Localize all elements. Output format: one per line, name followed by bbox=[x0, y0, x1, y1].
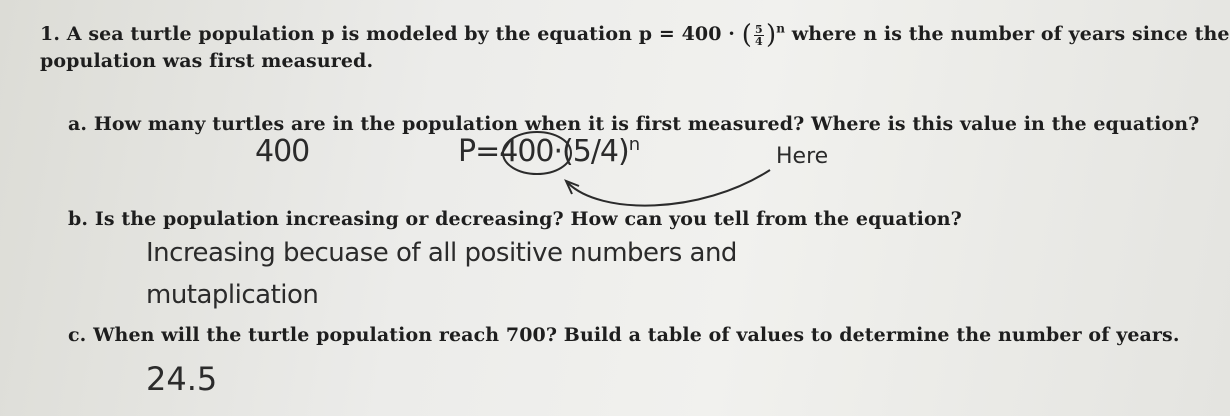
equation-exponent: n bbox=[776, 21, 786, 36]
part-a-work-equation: $P=400\cdot(5/4)^n$ bbox=[458, 134, 640, 169]
problem-stem-before: A sea turtle population p is modeled by the equation bbox=[66, 23, 633, 45]
arrow-head bbox=[566, 181, 579, 194]
problem-stem-line1: 1. A sea turtle population p is modeled by the equation p = 400 · ( $\frac{5}{4}$ )$^n$ where n is the number of years since the bbox=[40, 20, 1230, 50]
fraction-numerator: 5 bbox=[755, 22, 763, 36]
part-c-answer: 24.5 bbox=[146, 360, 218, 398]
part-b-text: Is the population increasing or decreasing? How can you tell from the equation? bbox=[94, 208, 962, 230]
part-c-question bbox=[68, 324, 1180, 346]
problem-number: 1. bbox=[40, 23, 61, 45]
fraction-denominator: 4 bbox=[755, 34, 763, 48]
part-a-text: How many turtles are in the population when it is first measured? Where is this value in the equation? bbox=[93, 113, 1200, 135]
part-a-answer: 400 bbox=[255, 134, 310, 169]
equation-fraction bbox=[754, 24, 764, 47]
part-b-question bbox=[68, 208, 962, 230]
part-b-answer-line2: mutaplication bbox=[146, 280, 319, 310]
problem-stem-after: where n is the number of years since the bbox=[791, 23, 1230, 45]
problem-stem-line2: population was first measured. bbox=[40, 50, 374, 72]
curved-arrow bbox=[568, 170, 770, 206]
part-a-question bbox=[68, 113, 1199, 135]
part-b-label: b. bbox=[68, 208, 89, 230]
equation-lhs: p = 400 · bbox=[638, 23, 735, 45]
part-c-text: When will the turtle population reach 700? Build a table of values to determine the number of years. bbox=[93, 324, 1180, 346]
part-a-label: a. bbox=[68, 113, 88, 135]
part-b-answer-line1: Increasing becuase of all positive numbers and bbox=[146, 238, 737, 268]
part-c-label: c. bbox=[68, 324, 87, 346]
part-a-note: Here bbox=[776, 144, 829, 169]
